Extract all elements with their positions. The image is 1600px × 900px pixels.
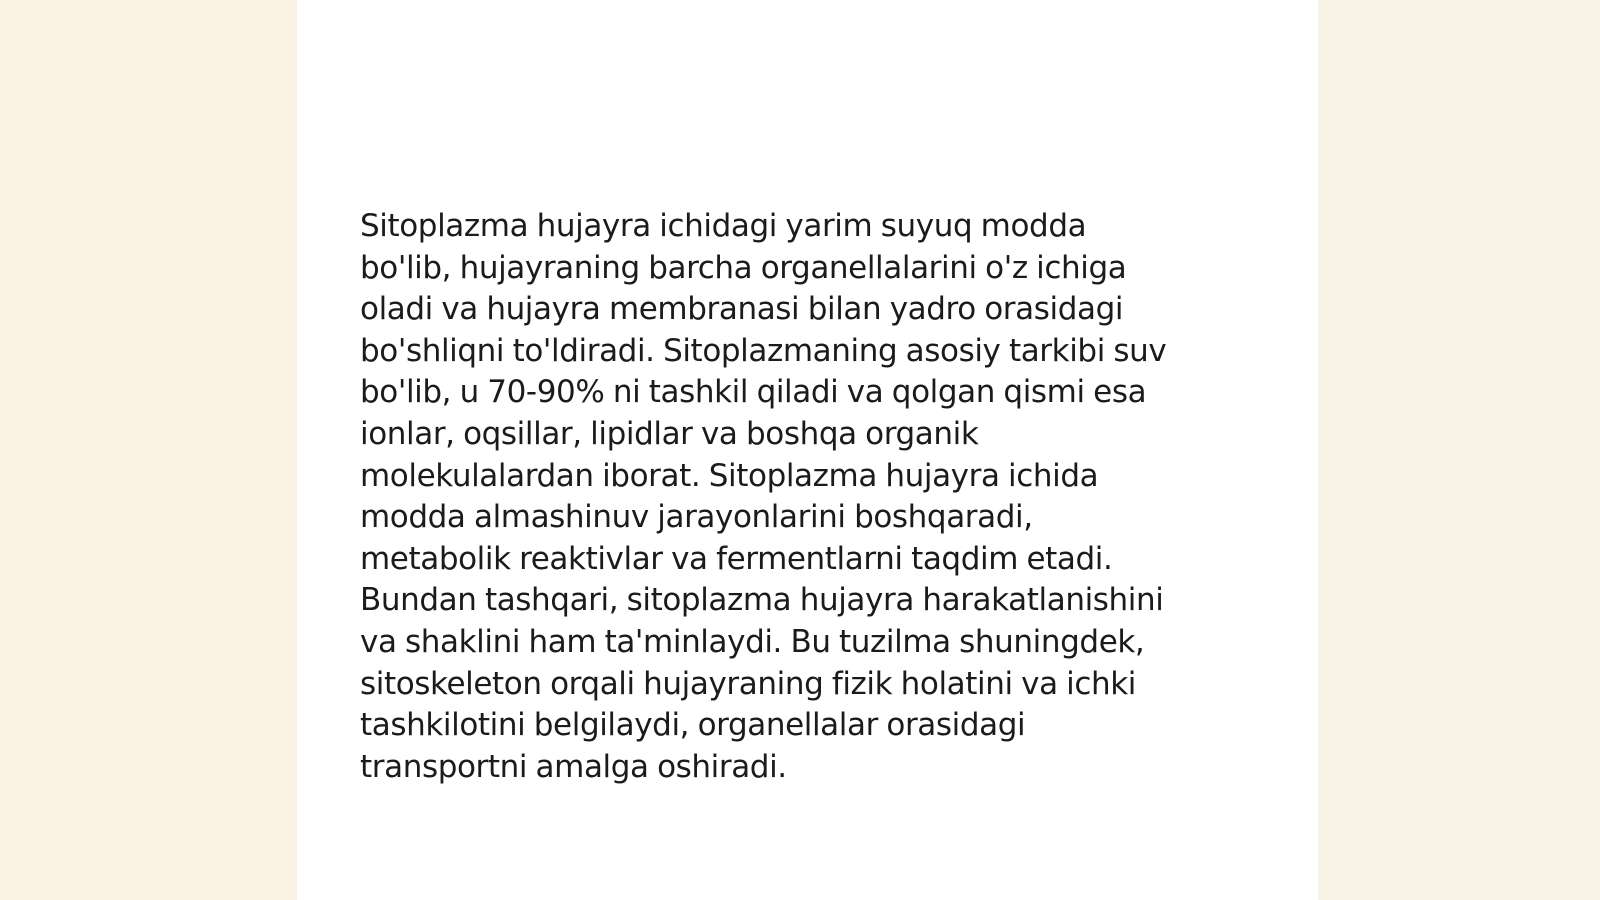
paragraph-line: Sitoplazma hujayra ichidagi yarim suyuq modda (360, 208, 1087, 244)
paragraph-line: transportni amalga oshiradi. (360, 748, 787, 785)
paragraph-line: modda almashinuv jarayonlarini boshqaradi, (360, 499, 1033, 536)
paragraph-line: molekulalardan iborat. Sitoplazma hujayra ichida (360, 457, 1099, 494)
paragraph-line: Bundan tashqari, sitoplazma hujayra harakatlanishini (360, 582, 1164, 619)
paragraph-line: bo'lib, hujayraning barcha organellalarini o'z ichiga (360, 249, 1127, 286)
left-background-panel (0, 0, 297, 900)
right-background-panel (1318, 0, 1600, 900)
paragraph-line: bo'shliqni to'ldiradi. Sitoplazmaning asosiy tarkibi suv (360, 332, 1167, 369)
slide-page (297, 0, 1318, 900)
paragraph-line: tashkilotini belgilaydi, organellalar orasidagi (360, 707, 1026, 744)
paragraph-line: sitoskeleton orqali hujayraning fizik holatini va ichki (360, 665, 1137, 702)
paragraph-line: ionlar, oqsillar, lipidlar va boshqa organik (360, 415, 979, 452)
paragraph-line: oladi va hujayra membranasi bilan yadro orasidagi (360, 291, 1124, 328)
paragraph-line: metabolik reaktivlar va fermentlarni taqdim etadi. (360, 540, 1113, 577)
body-paragraph (360, 206, 1250, 788)
paragraph-line: va shaklini ham ta'minlaydi. Bu tuzilma shuningdek, (360, 623, 1145, 660)
paragraph-line: bo'lib, u 70-90% ni tashkil qiladi va qolgan qismi esa (360, 374, 1147, 411)
